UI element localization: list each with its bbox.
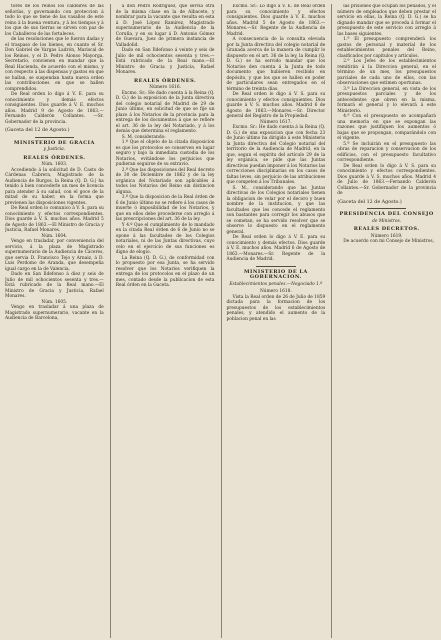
paragraph: A consecuencia de la consulta elevada por la Junta directiva del colegio notarial de Granada acerca de la manera de cumplir lo dispuesto en el art. 36 de la ley, la Reina (Q. D. G.) se ha servido mandar que los Notarios den cuenta á la Junta de todo documento que hubieren recibido en depósito, y que los que se hallen en poder de particulares sean entregados en el término de treinta dias. xyxy=(226,37,326,92)
order-number: Número 1619. xyxy=(370,233,403,239)
ministry-heading: MINISTERIO DE GRACIA xyxy=(13,139,95,146)
paragraph: De Real orden lo digo á V. E. para su conocimiento y demás efectos consiguientes. Dios guarde á V. E. muchos años. Madrid 9 de Agosto de 1863.—Fernando Calderón Collantes. —Sr. Gobernador de la provincia. xyxy=(5,92,104,125)
ministry-subheading: de Ministros. xyxy=(372,218,402,224)
gaceta-date: (Gaceta del 12 de Agosto.) xyxy=(5,128,70,133)
section-heading: REALES DECRETOS. xyxy=(353,226,420,232)
divider xyxy=(367,208,407,209)
paragraph: S. M., considerando que las Juntas directivas de los Colegios notariales tienen la obligacion de velar por el decoro y buen nombre de la institucion, y que las facultades que les concede el reglamento son bastantes para corregir los abusos que se cometan, se ha servido resolver que se observe lo dispuesto en el reglamento general. xyxy=(226,185,326,235)
section-heading: REALES ÓRDENES. xyxy=(23,154,86,161)
order-number: Núm. 1603. xyxy=(41,162,68,167)
paragraph: á don Pedro Rodriguez, que servia otra de la misma clase en la de Albacete, y nombrar para la vacante que resulta en esta á D. José López Ramírez, Magistrado supernumerario de la Audiencia de la Coruña, y en su lugar á D. Antonio Gómez de Guevara, Juez de primera instancia de Valladolid. xyxy=(115,4,215,48)
ministry-subheading: y Justicia. xyxy=(43,147,66,152)
ministry-subheading: Establecimientos penales.—Negociado 1.º xyxy=(229,281,323,287)
paragraph: Accediendo á la solicitud de D. Casto de Cárdenas Cabrera, Magistrado de la Audiencia de Burgos, la Reina (Q. D. G.) ha tenido á bien concederle un mes de licencia para atender á su salud, con el goce de la mitad de su haber, en la forma que previenen las disposiciones vigentes. xyxy=(5,167,104,206)
paragraph: De Real orden lo comunico á V. S. para su conocimiento y efectos correspondientes. Dios guarde á V. S. muchos años. Madrid 5 de Agosto de 1863.—El Ministro de Gracia y Justicia, Rafael Monares. xyxy=(5,206,104,233)
order-number: Número 1617. xyxy=(259,119,292,125)
paragraph: Excmo. Sr.: He dado cuenta á la Reina (Q. D. G.) de una exposicion que con fecha 23 de Junio último ha dirigido á este Ministerio la Junta directiva del Colegio notarial del territorio de la Audiencia de Madrid, en la que, segun el espíritu del artículo 29 de la ley orgánica, se pide que las Juntas directivas puedan imponer á los Notarios las correcciones disciplinarias en los casos de faltas leves, sin perjuicio de las atribuciones que competen á los Tribunales. xyxy=(226,125,326,185)
paragraph: Dado en San Ildefonso á diez y seis de Julio de mil ochocientos sesenta y tres.—Está rubricado de la Real mano.—El Ministro de Gracia y Justicia, Rafael Monares. xyxy=(5,272,104,299)
paragraph: 2.º Que las disposiciones del Real decreto de 30 de Diciembre de 1862 y de la ley orgánica del Notariado son aplicables á todos los Notarios del Reino sin distincion alguna. xyxy=(115,167,215,195)
paragraph: Vista la Real orden de 26 de Julio de 1859 dictada para la formacion de los presupuestos de los establecimientos penales, y atendido el aumento de la poblacion penal en las xyxy=(226,294,326,322)
order-number: Número 1616. xyxy=(149,85,182,90)
paragraph: De Real orden lo digo á V. E. para su conocimiento y demás efectos. Dios guarde á V. E. muchos años. Madrid 6 de Agosto de 1863.—Monares.—Sr. Regente de la Audiencia de Madrid. xyxy=(226,235,326,262)
paragraph: 4.ª Con el presupuesto se acompañará una memoria en que se expongan las razones que justifiquen los aumentos ó bajas que se propongan, comparándolo con el vigente. xyxy=(337,114,436,141)
paragraph: De Real orden lo digo á V. S. para su conocimiento y efectos consiguientes. Dios guarde á V. S. muchos años. Madrid 6 de Agosto de 1863.—Monares.—Sr. Director general del Registro de la Propiedad. xyxy=(226,92,326,119)
paragraph: 5.ª Se incluirán en el presupuesto las obras de reparacion y conservacion de los edificios, con el presupuesto facultativo correspondiente. xyxy=(337,141,436,163)
divider xyxy=(256,266,296,267)
divider xyxy=(35,137,75,138)
order-number: Núm. 1605. xyxy=(41,299,68,305)
paragraph: 1.º Que el objeto de la citada disposicion es que los protocolos se conserven en lugar seguro y bajo la inmediata custodia de los Notarios, evitándose los perjuicios que pudieran seguirse de su extravío. xyxy=(115,140,215,167)
paragraph: Vengo en trasladar á una plaza de Magistrado supernumerario, vacante en la Audiencia de Barcelona, xyxy=(5,305,104,321)
paragraph: 3.º Que la disposicion de la Real órden de 6 de Junio último no se refiere á los casos de muerte ó imposibilidad de los Notarios, y que en ellos debe procederse con arreglo á las prescripciones del art. 36 de la ley. xyxy=(115,195,215,222)
column-1 xyxy=(5,4,104,638)
paragraph: Excmo. Sr.: Lo digo á V. E. de Real orden para su conocimiento y efectos consiguientes. Dios guarde á V. E. muchos años. Madrid 5 de Agosto de 1863.—Monares.—Sr. Regente de la Audiencia de Madrid. xyxy=(226,4,326,37)
column-2 xyxy=(110,4,215,638)
column-3 xyxy=(221,4,326,638)
paragraph: De Real orden lo digo á V. S. para su conocimiento y efectos correspondientes. Dios guarde á V. S. muchos años. Madrid 4 de Julio de 1863.—Fernando Calderón Collantes.—Sr. Gobernador de la provincia de xyxy=(337,163,436,196)
paragraph: las prisiones que ocupan los penados, y el número de empleados que deben prestar el servicio en ellas, la Reina (Q. D. G.) se ha dignado mandar que se proceda á formar el presupuesto de este servicio con arreglo á las bases siguientes. xyxy=(337,4,436,37)
paragraph: 3.ª La Direccion general, en vista de los presupuestos parciales y de los antecedentes que obren en la misma, formará el general y lo elevará á este Ministerio. xyxy=(337,86,436,114)
paragraph: Y 4.º Que el cumplimiento de lo mandado en la citada Real órden de 6 de Junio no se opone á las facultades de los Colegios notariales, ni de las Juntas directivas, cuyo celo en el ejercicio de sus funciones es digno de elogio. xyxy=(115,222,215,255)
column-4 xyxy=(331,4,436,638)
paragraph: Vengo en trasladar, por conveniencia del servicio, á la plaza de Magistrado supernumerario de la Audiencia de Cáceres, que servia D. Francisco Tejo y Arnaiz, á D. Luis Perdomo de Aranda, que desempeña igual cargo en la de Valencia. xyxy=(5,239,104,272)
section-heading: REALES ÓRDENES. xyxy=(134,77,197,84)
paragraph: Dado en San Ildefonso á veinte y seis de Julio de mil ochocientos sesenta y tres.—Está rubricado de la Real mano.—El Ministro de Gracia y Justicia, Rafael Monares. xyxy=(115,48,215,75)
paragraph: Excmo. Sr.: He dado cuenta á la Reina (Q. D. G.) de la exposicion de la Junta directiva del colegio notarial de Madrid de 29 de Junio último, en solicitud de que se fije un plazo á los Notarios de la provincia para la entrega de los documentos á que se refiere el art. 36 de la ley del Notariado, y á los demás que determina el reglamento. xyxy=(115,90,215,134)
paragraph: de las resoluciones que le fueron dadas y el traspaso de los bienes, en cuanto el Sr. Don Gabriel de Vargas Ladrón, Mariscal de los Reinos, y el D. Pedro Alonso Mayorga, Secretario, convienen en mandar que la Real Hacienda, de acuerdo con el mismo, y con respecto á las dispensas y gastos en que se hallan, se suspendan hasta nueva orden las contribuciones en que se hallen comprendidos. xyxy=(5,37,104,92)
paragraph: De acuerdo con mi Consejo de Ministros, xyxy=(343,239,434,244)
gaceta-date: (Gaceta del 12 de Agosto.) xyxy=(337,199,402,205)
paragraph: tores de los reinos los caldeires de las señorías, y governando con proteccion á todo lo que se tiene de las vasallos de este reino à la buena ventura, y à los tiempos y à los que de sus tierras se sirven con paz de los Caballeros de las fortaleces. xyxy=(5,4,104,37)
order-number: Número 1618. xyxy=(259,289,292,294)
paragraph: S. M. considerando: xyxy=(121,134,166,140)
paragraph: 1.ª El presupuesto comprenderá los gastos de personal y material de los establecimientos penales del Reino, clasificados por capítulos y artículos. xyxy=(337,37,436,59)
ministry-heading: PRESIDENCIA DEL CONSEJO xyxy=(339,211,434,217)
paragraph: La Reina (Q. D. G.), de conformidad con lo propuesto por esa Junta, se ha servido resolver que los Notarios verifiquen la entrega de los protocolos en el plazo de un mes, contado desde la publicacion de esta Real órden en la Gaceta. xyxy=(115,255,215,288)
order-number: Núm. 1604. xyxy=(41,233,68,239)
ministry-heading: MINISTERIO DE LA GOBERNACION. xyxy=(243,268,308,280)
paragraph: 2.ª Los Jefes de los establecimientos remitirán á la Direccion general, en el término de un mes, los presupuestos parciales de cada uno de ellos, con las observaciones que estimen oportunas. xyxy=(337,59,436,86)
